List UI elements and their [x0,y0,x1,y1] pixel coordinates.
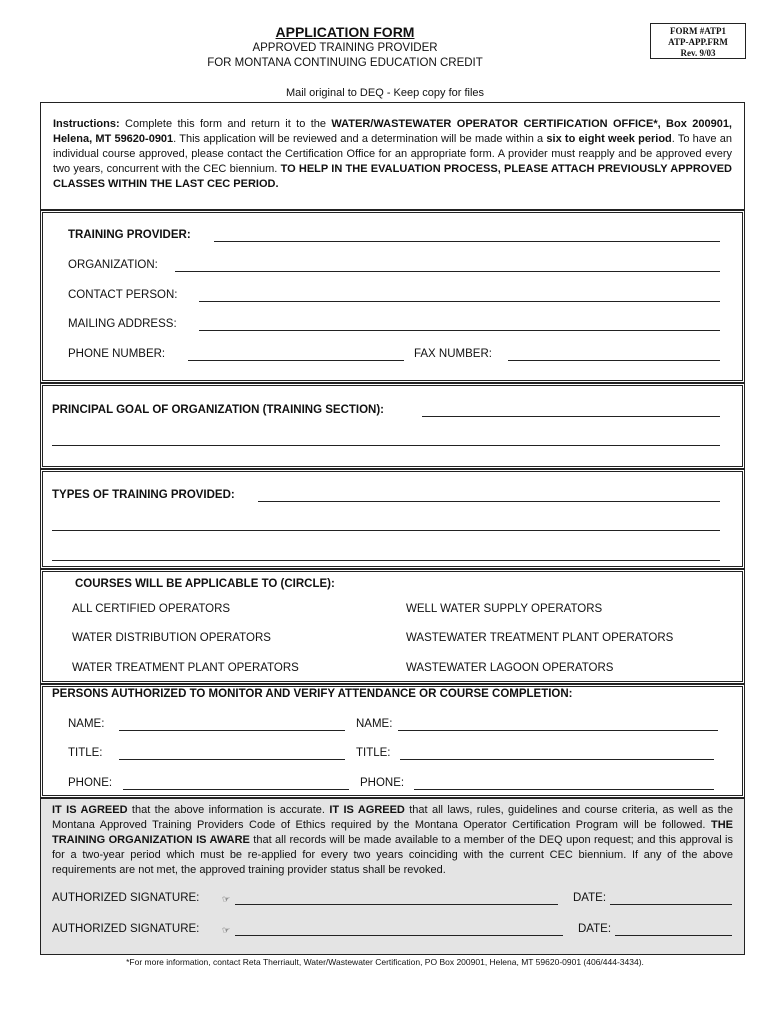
training-provider-field[interactable] [214,241,720,242]
person1-title-field[interactable] [119,759,345,760]
person1-name-label: NAME: [68,718,105,730]
form-id-file: ATP-APP.FRM [668,37,728,47]
date-2-label: DATE: [578,923,612,935]
contact-person-label: CONTACT PERSON: [68,289,178,301]
contact-person-field[interactable] [199,301,720,302]
agreement-text-2: that all laws, rules, guidelines and course criteria, as well as the Montana Approved Training Providers Code of Ethics required by the Montana Operator Certification Program will be followed. [52,804,734,831]
signature-1-field[interactable] [235,904,558,905]
person2-phone-label: PHONE: [360,777,405,789]
date-1-label: DATE: [573,892,607,904]
person2-title-label: TITLE: [356,747,391,759]
instructions-attach-note: TO HELP IN THE EVALUATION PROCESS, PLEASE ATTACH PREVIOUSLY APPROVED CLASSES WITHIN THE LAST CEC PERIOD. [53,163,732,190]
mail-note: Mail original to DEQ - Keep copy for files [285,87,485,99]
agreement-text-1: that the above information is accurate. [127,804,330,816]
pointing-hand-icon: ☞ [222,894,231,904]
instructions-text-2: . This application will be reviewed and a determination will be made within a [173,133,547,145]
instructions-box [40,102,745,210]
course-option-water-treatment[interactable]: WATER TREATMENT PLANT OPERATORS [72,662,299,674]
agreement-text-3: that all records will be made available to a member of the DEQ upon request; and this approval is for a two-year period which must be re-applied for every two years coinciding with the current CEC biennium. If any of the above requirements are not met, the approved training provider status shall be revoked. [52,834,733,876]
course-option-all-certified[interactable]: ALL CERTIFIED OPERATORS [72,603,231,615]
person2-name-label: NAME: [356,718,393,730]
person2-phone-field[interactable] [414,789,714,790]
person1-name-field[interactable] [119,730,345,731]
instructions-label: Instructions: [53,118,120,130]
courses-heading: COURSES WILL BE APPLICABLE TO (CIRCLE): [75,578,335,590]
instructions-address: WATER/WASTEWATER OPERATOR CERTIFICATION OFFICE*, Box 200901, Helena, MT 59620-0901 [53,118,732,145]
organization-field[interactable] [175,271,720,272]
instructions-text-3: . To have an individual course approved, please contact the Certification Office for an appropriate form. A provider must reapply and be approved every two years, concurrent with the CEC biennium. [53,133,732,175]
person2-name-field[interactable] [398,730,718,731]
course-option-wastewater-treatment[interactable]: WASTEWATER TREATMENT PLANT OPERATORS [406,632,674,644]
goal-field-line-2[interactable] [52,445,720,446]
mailing-address-field[interactable] [199,330,720,331]
goal-label: PRINCIPAL GOAL OF ORGANIZATION (TRAINING SECTION): [52,404,385,416]
agreement-bold-2: IT IS AGREED [329,804,405,816]
instructions-period: six to eight week period [546,133,672,145]
signature-2-field[interactable] [235,935,563,936]
training-provider-label: TRAINING PROVIDER: [68,229,191,241]
fax-number-field[interactable] [508,360,720,361]
form-id-number: FORM #ATP1 [669,26,727,36]
types-label: TYPES OF TRAINING PROVIDED: [52,489,235,501]
types-field-line-2[interactable] [52,530,720,531]
footer-note: *For more information, contact Reta Therriault, Water/Wastewater Certification, PO Box 200901, Helena, MT 59620-0901 (406/444-3434). [126,957,644,967]
form-id-box [650,23,746,59]
signature-1-label: AUTHORIZED SIGNATURE: [52,892,200,904]
person2-title-field[interactable] [400,759,714,760]
types-field[interactable] [258,501,720,502]
person1-title-label: TITLE: [68,747,103,759]
types-section [40,469,745,569]
phone-number-label: PHONE NUMBER: [68,348,166,360]
agreement-bold-3: THE TRAINING ORGANIZATION IS AWARE [52,819,733,846]
mailing-address-label: MAILING ADDRESS: [68,318,177,330]
form-subtitle-2: FOR MONTANA CONTINUING EDUCATION CREDIT [207,57,483,69]
date-1-field[interactable] [610,904,732,905]
goal-section [40,383,745,469]
person1-phone-field[interactable] [123,789,349,790]
organization-label: ORGANIZATION: [68,259,158,271]
pointing-hand-icon: ☞ [222,925,231,935]
instructions-text: Complete this form and return it to the [119,118,332,130]
form-title: APPLICATION FORM [275,24,415,40]
course-option-well-water[interactable]: WELL WATER SUPPLY OPERATORS [406,603,603,615]
signature-2-label: AUTHORIZED SIGNATURE: [52,923,200,935]
goal-field[interactable] [422,416,720,417]
date-2-field[interactable] [615,935,732,936]
phone-number-field[interactable] [188,360,404,361]
course-option-wastewater-lagoon[interactable]: WASTEWATER LAGOON OPERATORS [406,662,614,674]
persons-heading: PERSONS AUTHORIZED TO MONITOR AND VERIFY ATTENDANCE OR COURSE COMPLETION: [52,688,573,700]
types-field-line-3[interactable] [52,560,720,561]
fax-number-label: FAX NUMBER: [414,348,492,360]
agreement-bold-1: IT IS AGREED [52,804,128,816]
form-id-revision: Rev. 9/03 [680,48,716,58]
course-option-water-distribution[interactable]: WATER DISTRIBUTION OPERATORS [72,632,271,644]
person1-phone-label: PHONE: [68,777,113,789]
form-subtitle: APPROVED TRAINING PROVIDER [252,42,438,54]
